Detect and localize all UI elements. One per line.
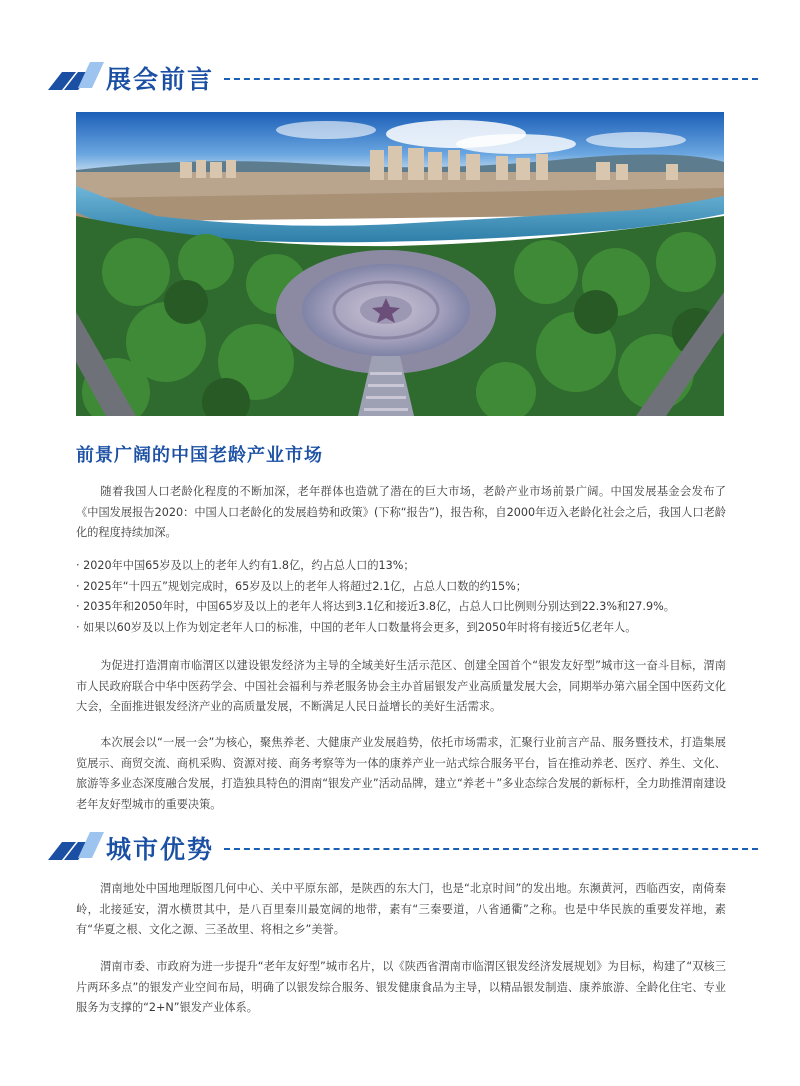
- hero-photo: [76, 112, 724, 416]
- section-header-city: [48, 828, 758, 868]
- paragraph-exhibition-text: 本次展会以“一展一会”为核心，聚焦养老、大健康产业发展趋势，依托市场需求，汇聚行业前言产品、服务暨技术，打造集展览展示、商贸交流、商机采购、资源对接、商务考察等为一体的康养产业一站式综合服务平台，旨在推动养老、医疗、养生、文化、旅游等多业态深度融合发展，打造独具特色的渭南“银发产业”活动品牌，建立“养老＋”多业态综合发展的新标杆，全力助推渭南建设老年友好型城市的重要决策。: [76, 736, 726, 811]
- intro-paragraph: [76, 482, 726, 544]
- section-title: 城市优势: [106, 835, 215, 864]
- statistics-list: [76, 556, 726, 638]
- paragraph-conference: [76, 656, 726, 718]
- aerial-city-image: [76, 112, 724, 416]
- section-header-preface: [48, 58, 758, 98]
- paragraph-location-text: 渭南地处中国地理版图几何中心、关中平原东部，是陕西的东大门，也是“北京时间”的发出地。东濒黄河，西临西安，南倚秦岭，北接延安，渭水横贯其中，是八百里秦川最宽阔的地带，素有“三秦要道，八省通衢”之称。也是中华民族的重要发祥地，素有“华夏之根、文化之源、三圣故里、将相之乡”美誉。: [76, 882, 726, 936]
- paragraph-location: [76, 879, 726, 941]
- paragraph-conference-text: 为促进打造渭南市临渭区以建设银发经济为主导的全域美好生活示范区、创建全国首个“银发友好型”城市这一奋斗目标，渭南市人民政府联合中华中医药学会、中国社会福利与养老服务协会主办首届银发产业高质量发展大会，同期举办第六届全国中医药文化大会，全面推进银发经济产业的高质量发展，不断满足人民日益增长的美好生活需求。: [76, 659, 726, 713]
- intro-paragraph-text: 随着我国人口老龄化程度的不断加深，老年群体也造就了潜在的巨大市场，老龄产业市场前景广阔。中国发展基金会发布了《中国发展报告2020：中国人口老龄化的发展趋势和政策》(下称“报告”)，报告称，自2000年迈入老龄化社会之后，我国人口老龄化的程度持续加深。: [76, 485, 726, 539]
- paragraph-planning-text: 渭南市委、市政府为进一步提升“老年友好型”城市名片，以《陕西省渭南市临渭区银发经济发展规划》为目标，构建了“双核三片两环多点”的银发产业空间布局，明确了以银发综合服务、银发健康食品为主导，以精品银发制造、康养旅游、全龄化住宅、专业服务为支撑的“2+N”银发产业体系。: [76, 960, 726, 1014]
- list-item: · 2020年中国65岁及以上的老年人约有1.8亿，约占总人口的13%；: [76, 559, 415, 572]
- list-item: · 如果以60岁及以上作为划定老年人口的标准，中国的老年人口数量将会更多，到2050年时将有接近5亿老年人。: [76, 620, 637, 634]
- section-title: 展会前言: [106, 65, 215, 94]
- section-divider: [224, 78, 758, 80]
- section-divider: [224, 848, 758, 850]
- list-item: · 2035年和2050年时，中国65岁及以上的老年人将达到3.1亿和接近3.8亿，占总人口比例则分别达到22.3%和27.9%。: [76, 600, 675, 613]
- paragraph-planning: [76, 957, 726, 1019]
- section-stripe-icon: [48, 58, 104, 98]
- paragraph-exhibition: [76, 733, 726, 815]
- subheading: 前景广阔的中国老龄产业市场: [76, 445, 323, 466]
- section-stripe-icon: [48, 828, 104, 868]
- list-item: · 2025年“十四五”规划完成时，65岁及以上的老年人将超过2.1亿，占总人口数的约15%；: [76, 579, 527, 593]
